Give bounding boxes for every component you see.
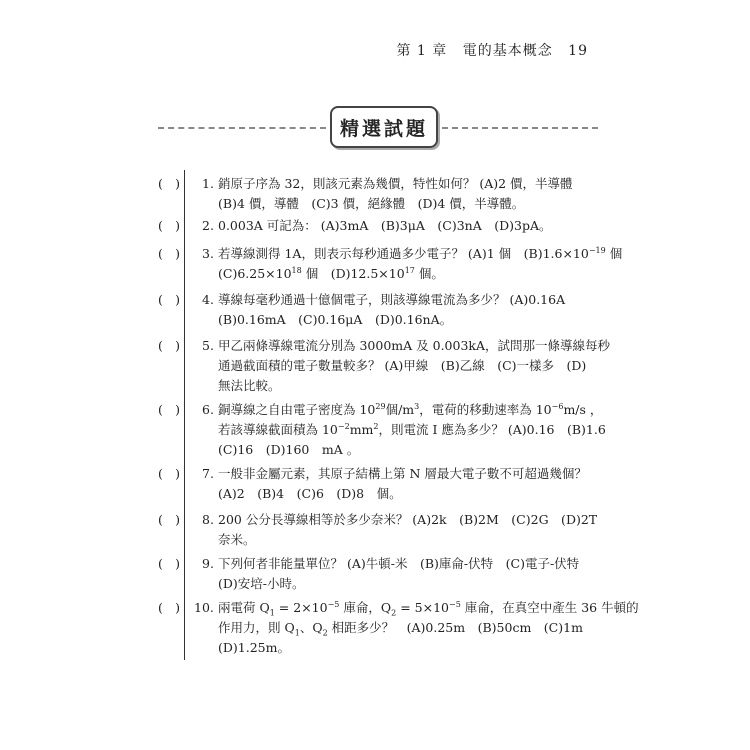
answer-column-rule	[184, 170, 185, 660]
answer-blank: ( )	[158, 246, 180, 261]
question-number: 1.	[202, 176, 214, 191]
answer-blank: ( )	[158, 556, 180, 571]
chapter-title: 電的基本概念	[462, 43, 553, 59]
page-header	[386, 40, 588, 60]
question-text: 0.003A 可記為： (A)3mA (B)3μA (C)3nA (D)3pA。	[218, 218, 552, 233]
question-number: 8.	[202, 512, 214, 527]
question-number: 10.	[194, 600, 214, 615]
question-text: 200 公分長導線相等於多少奈米？ (A)2k (B)2M (C)2G (D)2T 奈米。	[218, 512, 598, 547]
section-title: 精選試題	[330, 106, 438, 148]
question-text: 兩電荷 $Q_1 = 2\times 10^{-5}$ 庫侖，$Q_2 = 5\times 10^{-5}$ 庫侖，在真空中產生 36 牛頓的 作用力，則 $Q_1$、$Q_2$ 相距多少？ (A)0.25m (B)50cm (C)1m (D)1.25m。	[218, 599, 639, 655]
answer-blank: ( )	[158, 176, 180, 191]
page-number: 19	[568, 43, 588, 59]
question-text: 導線每毫秒通過十億個電子，則該導線電流為多少？ (A)0.16A (B)0.16mA (C)0.16μA (D)0.16nA。	[218, 292, 566, 327]
question-text: 一般非金屬元素，其原子結構上第 N 層最大電子數不可超過幾個？ (A)2 (B)4 (C)6 (D)8 個。	[218, 466, 587, 501]
answer-blank: ( )	[158, 338, 180, 353]
section-title-row	[158, 106, 598, 150]
answer-blank: ( )	[158, 512, 180, 527]
question-number: 7.	[202, 466, 214, 481]
question-text: 下列何者非能量單位？ (A)牛頓-米 (B)庫侖-伏特 (C)電子-伏特 (D)安培-小時。	[218, 556, 580, 591]
question-number: 6.	[202, 402, 214, 417]
question-text: 甲乙兩條導線電流分別為 3000mA 及 0.003kA，試問那一條導線每秒 通過截面積的電子數量較多？ (A)甲線 (B)乙線 (C)一樣多 (D) 無法比較。	[218, 338, 610, 393]
question-text: 銅導線之自由電子密度為 $10^{29}$個$/m^3$，電荷的移動速率為 $10^{-6}m/s$ ， 若該導線截面積為 $10^{-2}mm^2$，則電流 I 應為多少？ (A)0.16 (B)1.6 (C)16 (D)160 mA 。	[218, 401, 606, 457]
chapter-label: 第 1 章	[396, 43, 448, 59]
dashed-divider-left	[158, 127, 326, 129]
answer-blank: ( )	[158, 600, 180, 615]
dashed-divider-right	[442, 127, 598, 129]
question-number: 9.	[202, 556, 214, 571]
question-number: 5.	[202, 338, 214, 353]
question-number: 4.	[202, 292, 214, 307]
answer-blank: ( )	[158, 218, 180, 233]
question-number: 2.	[202, 218, 214, 233]
question-text: 銷原子序為 32，則該元素為幾價，特性如何？ (A)2 價，半導體 (B)4 價，導體 (C)3 價，絕緣體 (D)4 價，半導體。	[218, 176, 573, 211]
question-number: 3.	[202, 246, 214, 261]
answer-blank: ( )	[158, 402, 180, 417]
question-text: 若導線測得 1A，則表示每秒通過多少電子？ (A)1 個 $(B)1.6\times 10^{-19}$ 個 $(C)6.25\times 10^{18}$ 個 $(D)12.5\times 10^{17}$ 個。	[218, 245, 623, 281]
answer-blank: ( )	[158, 292, 180, 307]
answer-blank: ( )	[158, 466, 180, 481]
